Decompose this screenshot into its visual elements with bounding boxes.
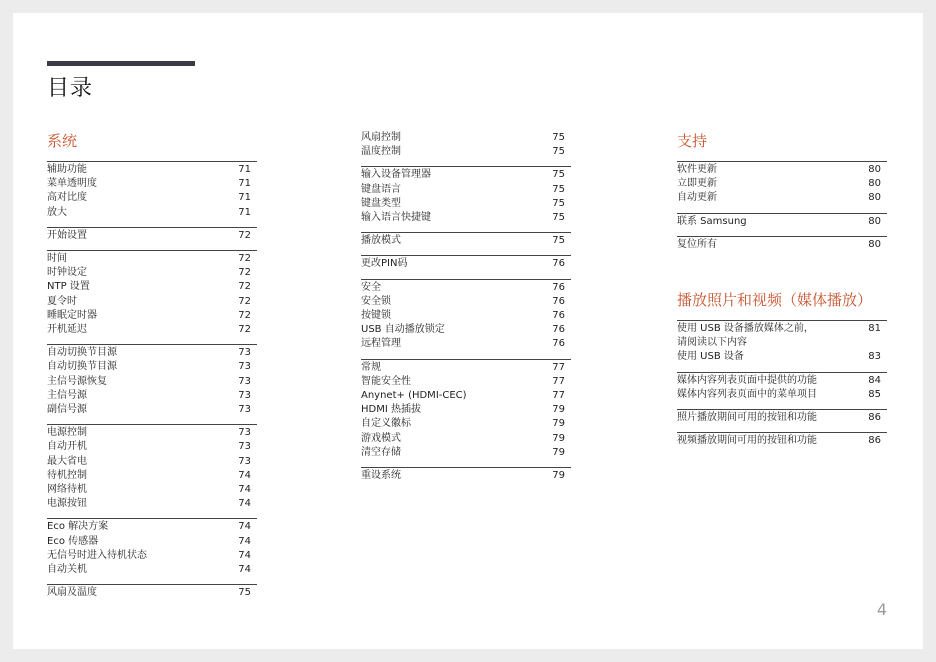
toc-entry[interactable] [47,266,257,280]
toc-entry-page: 86 [868,435,881,447]
toc-entry-label: 主信号源 [47,389,87,401]
toc-entry[interactable] [677,350,887,364]
toc-entry[interactable] [47,440,257,454]
toc-entry[interactable] [361,197,571,211]
toc-entry-label: HDMI 热插拔 [361,404,421,416]
toc-entry-page: 75 [552,146,565,158]
toc-entry[interactable] [361,281,571,295]
toc-entry-label: 温度控制 [361,146,401,158]
toc-entry-label: 夏令时 [47,295,77,307]
toc-entry-page: 86 [868,412,881,424]
toc-entry[interactable] [361,183,571,197]
toc-group [47,518,257,577]
toc-entry-page: 75 [552,235,565,247]
toc-entry[interactable] [361,337,571,351]
toc-group [361,232,571,248]
toc-entry-label: 放大 [47,206,67,218]
toc-entry-label: 时间 [47,253,67,265]
toc-entry-page: 75 [552,183,565,195]
toc-entry-page: 74 [238,498,251,510]
toc-entry-label: 使用 USB 设备 [677,351,744,363]
toc-group [47,344,257,417]
toc-entry-page: 83 [868,351,881,363]
toc-entry-label: 媒体内容列表页面中的菜单项目 [677,388,817,400]
toc-entry-label: 安全锁 [361,295,391,307]
toc-entry[interactable] [361,309,571,323]
toc-entry-label: 照片播放期间可用的按钮和功能 [677,412,817,424]
toc-entry[interactable] [677,238,887,252]
toc-entry-page: 73 [238,389,251,401]
toc-group [677,213,887,229]
toc-entry-page: 74 [238,549,251,561]
toc-entry-page: 79 [552,432,565,444]
toc-entry-page: 80 [868,238,881,250]
toc-group [361,255,571,271]
toc-entry[interactable] [47,535,257,549]
toc-entry[interactable] [361,375,571,389]
toc-entry-label: 软件更新 [677,164,717,175]
toc-entry[interactable] [47,375,257,389]
toc-entry-label: 按键锁 [361,310,391,322]
toc-group [677,320,887,365]
toc-group [47,227,257,243]
toc-entry-page: 80 [868,164,881,175]
toc-entry-label: 键盘类型 [361,197,401,209]
toc-entry-label: 视频播放期间可用的按钮和功能 [677,435,817,447]
toc-entry-label: 游戏模式 [361,432,401,444]
toc-entry-label: 使用 USB 设备播放媒体之前， 请阅读以下内容 [677,323,814,349]
toc-entry[interactable] [47,360,257,374]
toc-group [677,236,887,252]
toc-entry-label: 开始设置 [47,229,87,241]
toc-entry-label: 高对比度 [47,192,87,204]
toc-entry-page: 75 [552,197,565,209]
toc-group [677,432,887,448]
section-title-support: 支持 [677,132,708,150]
toc-entry[interactable] [47,389,257,403]
toc-entry-page: 76 [552,310,565,322]
toc-entry[interactable] [677,191,887,205]
toc-entry[interactable] [361,469,571,483]
toc-entry-page: 74 [238,535,251,547]
toc-entry-label: USB 自动播放锁定 [361,324,445,336]
toc-entry-label: 待机控制 [47,469,87,481]
toc-entry-page: 84 [868,374,881,386]
section-title-media: 播放照片和视频（媒体播放） [677,291,873,310]
toc-entry-page: 71 [238,192,251,204]
toc-entry-page: 80 [868,178,881,190]
toc-entry[interactable] [361,295,571,309]
toc-group [677,409,887,425]
toc-entry-label: 媒体内容列表页面中提供的功能 [677,374,817,386]
toc-entry-label: 自动切换节目源 [47,361,117,373]
toc-entry[interactable] [677,434,887,448]
toc-entry-page: 79 [552,470,565,482]
toc-entry[interactable] [361,131,571,145]
toc-entry[interactable] [47,280,257,294]
toc-group [361,467,571,483]
toc-entry-page: 73 [238,361,251,373]
toc-column-2 [361,130,571,490]
toc-entry-page: 85 [868,388,881,400]
toc-entry-page: 72 [238,267,251,279]
toc-column-1 [47,130,257,607]
toc-entry[interactable] [47,469,257,483]
toc-entry[interactable] [47,191,257,205]
toc-entry[interactable] [361,234,571,248]
toc-entry[interactable] [47,252,257,266]
toc-entry[interactable] [677,163,887,177]
toc-entry[interactable] [47,549,257,563]
toc-entry[interactable] [47,229,257,243]
toc-entry[interactable] [47,403,257,417]
toc-entry[interactable] [361,168,571,182]
toc-entry-label: 最大省电 [47,455,87,467]
toc-entry-label: 播放模式 [361,235,401,247]
toc-entry-label: 安全 [361,281,381,293]
toc-entry-page: 74 [238,521,251,533]
toc-entry-label: 自动关机 [47,564,87,576]
toc-entry-label: 清空存储 [361,446,401,458]
toc-entry-label: 联系 Samsung [677,215,747,227]
toc-entry-label: Anynet+ (HDMI-CEC) [361,390,467,402]
toc-entry[interactable] [47,295,257,309]
toc-entry[interactable] [361,432,571,446]
toc-entry[interactable] [47,586,257,600]
toc-entry[interactable] [361,446,571,460]
toc-entry[interactable] [361,361,571,375]
toc-entry[interactable] [677,322,887,350]
toc-entry-label: 菜单透明度 [47,178,97,190]
toc-entry[interactable] [47,323,257,337]
toc-entry-label: 网络待机 [47,484,87,496]
toc-entry-label: 输入语言快捷键 [361,212,431,224]
toc-entry-label: 更改PIN码 [361,258,408,270]
page-title: 目录 [47,76,94,101]
toc-entry[interactable] [361,403,571,417]
toc-entry-label: NTP 设置 [47,281,90,293]
toc-entry[interactable] [361,257,571,271]
toc-group [47,250,257,337]
toc-entry-label: 自动更新 [677,192,717,204]
toc-entry[interactable] [361,389,571,403]
toc-entry[interactable] [47,483,257,497]
toc-entry-page: 73 [238,441,251,453]
title-accent-bar [47,61,195,66]
toc-entry-label: 输入设备管理器 [361,169,431,181]
toc-entry-page: 75 [552,132,565,143]
toc-entry-label: 远程管理 [361,338,401,350]
toc-entry-page: 72 [238,324,251,336]
toc-entry-label: 自动切换节目源 [47,347,117,359]
toc-entry-label: 开机延迟 [47,324,87,336]
toc-group [47,584,257,600]
toc-group [361,359,571,460]
toc-entry-page: 75 [238,587,251,599]
toc-entry-page: 77 [552,375,565,387]
toc-entry[interactable] [47,206,257,220]
toc-entry-label: 常规 [361,361,381,373]
toc-entry[interactable] [47,520,257,534]
toc-entry-label: 风扇控制 [361,132,401,143]
toc-entry-page: 73 [238,347,251,359]
toc-entry-label: 复位所有 [677,238,717,250]
toc-entry-label: 立即更新 [677,178,717,190]
toc-entry-label: Eco 解决方案 [47,521,109,533]
toc-entry-label: 智能安全性 [361,375,411,387]
toc-entry-label: 电源控制 [47,427,87,439]
toc-group [47,161,257,220]
toc-entry[interactable] [47,426,257,440]
toc-entry-page: 80 [868,215,881,227]
toc-entry-page: 79 [552,418,565,430]
toc-entry-page: 72 [238,309,251,321]
toc-group [361,279,571,352]
toc-entry-label: 键盘语言 [361,183,401,195]
toc-entry[interactable] [361,145,571,159]
toc-entry-page: 76 [552,338,565,350]
toc-entry-page: 71 [238,206,251,218]
toc-entry-page: 76 [552,324,565,336]
toc-entry-page: 73 [238,427,251,439]
toc-entry-label: 睡眠定时器 [47,309,97,321]
toc-entry-page: 73 [238,455,251,467]
toc-entry-page: 71 [238,164,251,175]
toc-entry[interactable] [47,455,257,469]
toc-entry-page: 75 [552,169,565,181]
toc-entry-label: 主信号源恢复 [47,375,107,387]
toc-entry[interactable] [361,323,571,337]
document-page [13,13,923,649]
toc-entry[interactable] [47,563,257,577]
section-title-system: 系统 [47,132,78,150]
toc-entry-page: 76 [552,281,565,293]
toc-entry-page: 81 [868,323,881,335]
toc-entry-label: 无信号时进入待机状态 [47,549,147,561]
toc-group [47,424,257,511]
toc-entry-page: 74 [238,564,251,576]
toc-entry-page: 77 [552,361,565,373]
toc-entry[interactable] [47,163,257,177]
toc-group [677,161,887,206]
toc-entry-page: 73 [238,375,251,387]
toc-entry[interactable] [677,411,887,425]
toc-entry-page: 74 [238,484,251,496]
toc-entry-page: 74 [238,469,251,481]
toc-entry-page: 72 [238,253,251,265]
toc-entry-label: 副信号源 [47,404,87,416]
toc-entry-label: Eco 传感器 [47,535,99,547]
toc-entry-label: 辅助功能 [47,164,87,175]
toc-entry[interactable] [47,497,257,511]
toc-entry-page: 71 [238,178,251,190]
toc-entry-page: 73 [238,404,251,416]
toc-entry[interactable] [677,374,887,388]
toc-entry-page: 80 [868,192,881,204]
toc-entry[interactable] [361,211,571,225]
toc-entry[interactable] [47,309,257,323]
toc-entry-page: 76 [552,295,565,307]
section-spacer [677,259,887,289]
toc-entry-page: 72 [238,295,251,307]
toc-entry-label: 电源按钮 [47,498,87,510]
toc-entry-page: 75 [552,212,565,224]
toc-entry-label: 时钟设定 [47,267,87,279]
toc-entry[interactable] [361,417,571,431]
toc-entry[interactable] [677,215,887,229]
toc-entry[interactable] [47,177,257,191]
page-number: 4 [876,600,887,619]
toc-group [361,166,571,225]
toc-entry-label: 重设系统 [361,470,401,482]
toc-entry-page: 72 [238,281,251,293]
toc-entry-label: 自动开机 [47,441,87,453]
toc-column-3 [677,130,887,455]
toc-entry[interactable] [677,388,887,402]
toc-entry-label: 风扇及温度 [47,587,97,599]
toc-entry-page: 79 [552,446,565,458]
toc-entry-label: 自定义徽标 [361,418,411,430]
toc-entry-page: 72 [238,229,251,241]
toc-entry-page: 79 [552,404,565,416]
toc-entry[interactable] [677,177,887,191]
toc-entry-page: 77 [552,390,565,402]
toc-group [361,130,571,159]
toc-entry[interactable] [47,346,257,360]
toc-group [677,372,887,402]
toc-entry-page: 76 [552,258,565,270]
